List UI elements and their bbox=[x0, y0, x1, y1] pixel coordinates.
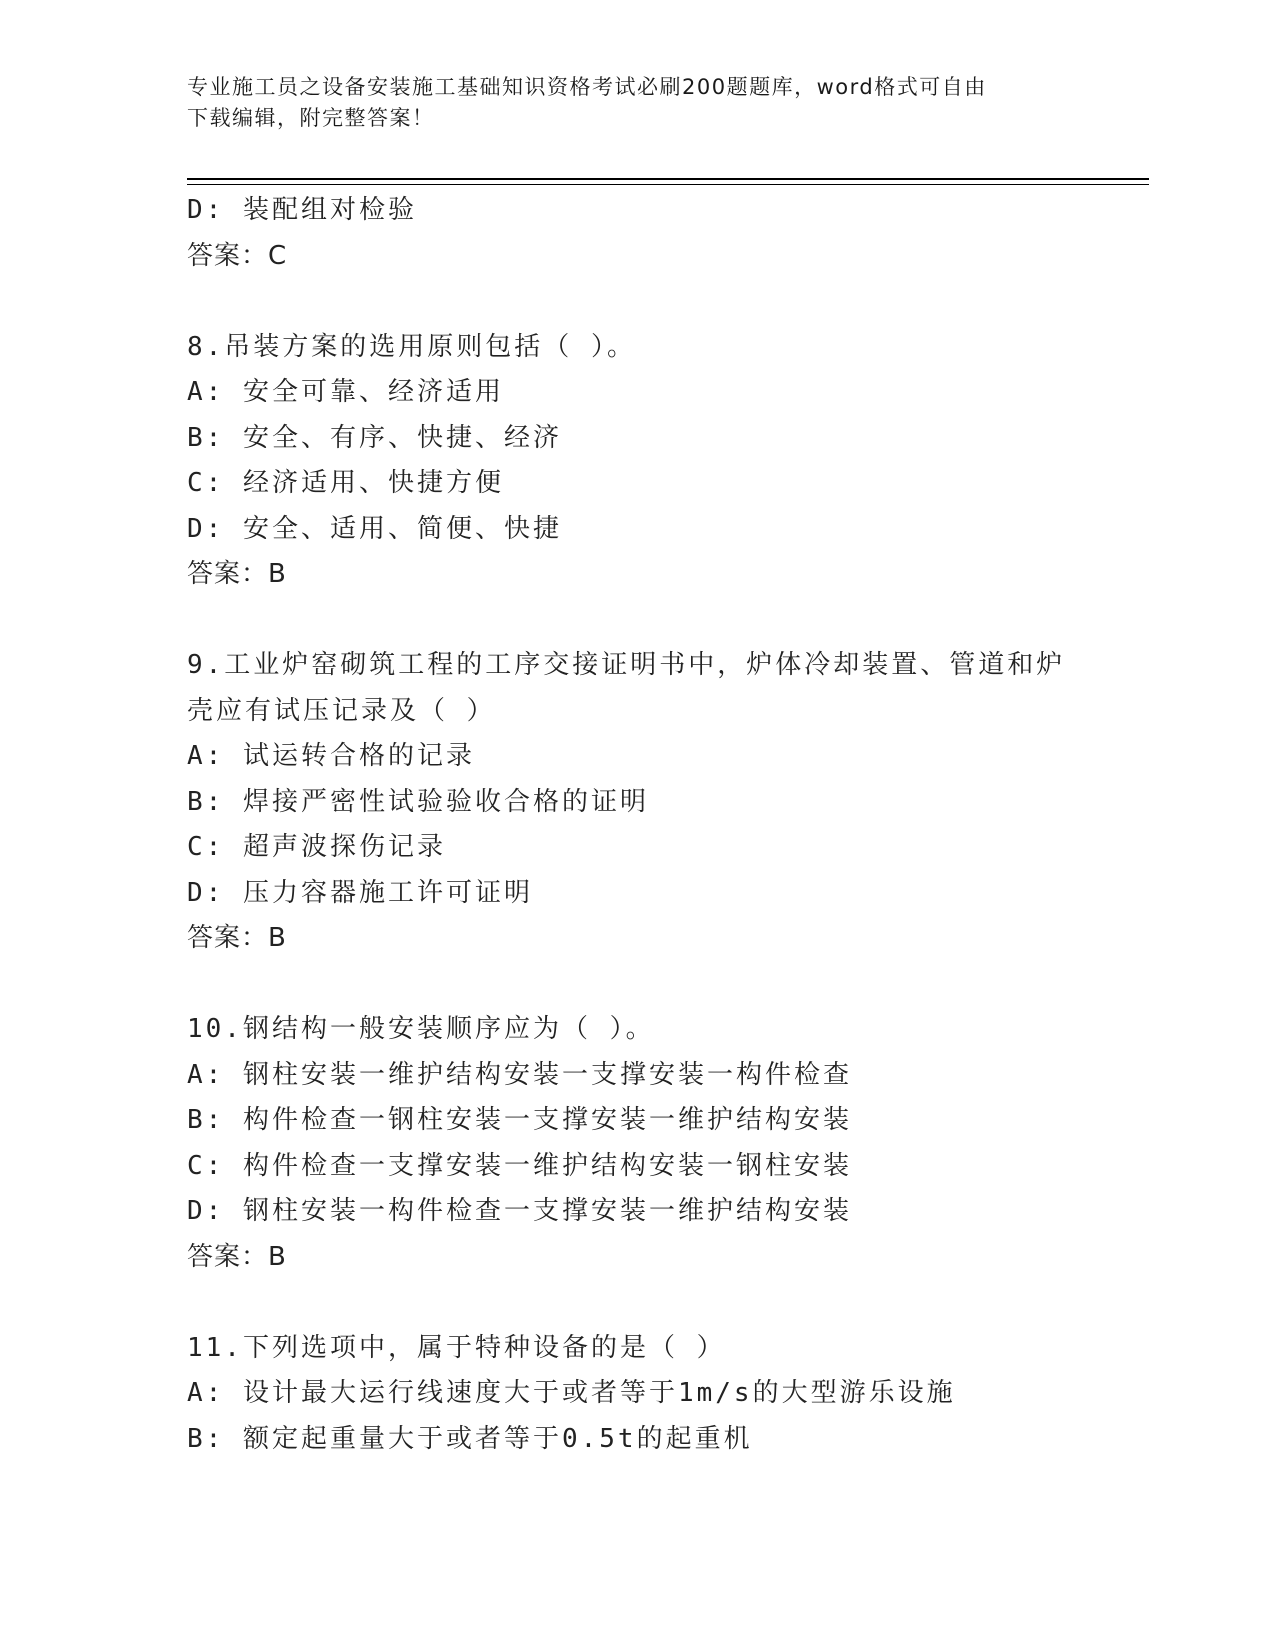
option-c: C: 构件检查一支撑安装一维护结构安装一钢柱安装 bbox=[187, 1150, 852, 1181]
header-divider-thick bbox=[187, 178, 1149, 180]
option-b: B: 安全、有序、快捷、经济 bbox=[187, 422, 562, 453]
question-stem: 8.吊装方案的选用原则包括（ ）。 bbox=[187, 331, 636, 362]
question-stem: 10.钢结构一般安装顺序应为（ ）。 bbox=[187, 1014, 655, 1044]
option-d: D: 安全、适用、简便、快捷 bbox=[187, 513, 562, 544]
answer-line: 答案：B bbox=[187, 559, 287, 589]
option-a: A: 试运转合格的记录 bbox=[187, 741, 475, 771]
header-divider-thin bbox=[187, 184, 1149, 185]
question-8 bbox=[187, 325, 1087, 598]
option-c: C: 经济适用、快捷方便 bbox=[187, 468, 504, 498]
document-header bbox=[187, 72, 1087, 134]
option-d: D: 钢柱安装一构件检查一支撑安装一维护结构安装 bbox=[187, 1196, 852, 1226]
option-a: A: 钢柱安装一维护结构安装一支撑安装一构件检查 bbox=[187, 1059, 852, 1090]
question-11 bbox=[187, 1326, 1087, 1463]
question-stem-line-1: 9.工业炉窑砌筑工程的工序交接证明书中，炉体冷却装置、管道和炉 bbox=[187, 650, 1066, 680]
spacer bbox=[187, 598, 1087, 644]
option-a: A: 安全可靠、经济适用 bbox=[187, 377, 504, 407]
spacer bbox=[187, 1280, 1087, 1326]
question-stem: 11.下列选项中，属于特种设备的是（ ） bbox=[187, 1332, 726, 1363]
option-b: B: 额定起重量大于或者等于0.5t的起重机 bbox=[187, 1423, 753, 1454]
question-stem-line-2: 壳应有试压记录及（ ） bbox=[187, 695, 496, 726]
option-a: A: 设计最大运行线速度大于或者等于1m/s的大型游乐设施 bbox=[187, 1378, 956, 1408]
spacer bbox=[187, 962, 1087, 1008]
header-line-1: 专业施工员之设备安装施工基础知识资格考试必刷200题题库，word格式可自由 bbox=[187, 75, 987, 99]
option-d: D: 装配组对检验 bbox=[187, 195, 417, 225]
question-9 bbox=[187, 643, 1087, 962]
spacer bbox=[187, 279, 1087, 325]
question-list bbox=[187, 188, 1087, 1462]
answer-line: 答案：B bbox=[187, 1241, 287, 1272]
answer-line: 答案：B bbox=[187, 923, 287, 953]
option-b: B: 焊接严密性试验验收合格的证明 bbox=[187, 786, 649, 817]
answer-line: 答案：C bbox=[187, 240, 288, 271]
option-c: C: 超声波探伤记录 bbox=[187, 832, 446, 862]
header-line-2: 下载编辑，附完整答案！ bbox=[187, 106, 435, 130]
option-b: B: 构件检查一钢柱安装一支撑安装一维护结构安装 bbox=[187, 1105, 852, 1135]
option-d: D: 压力容器施工许可证明 bbox=[187, 877, 533, 908]
question-10 bbox=[187, 1007, 1087, 1280]
previous-question-tail bbox=[187, 188, 1087, 279]
